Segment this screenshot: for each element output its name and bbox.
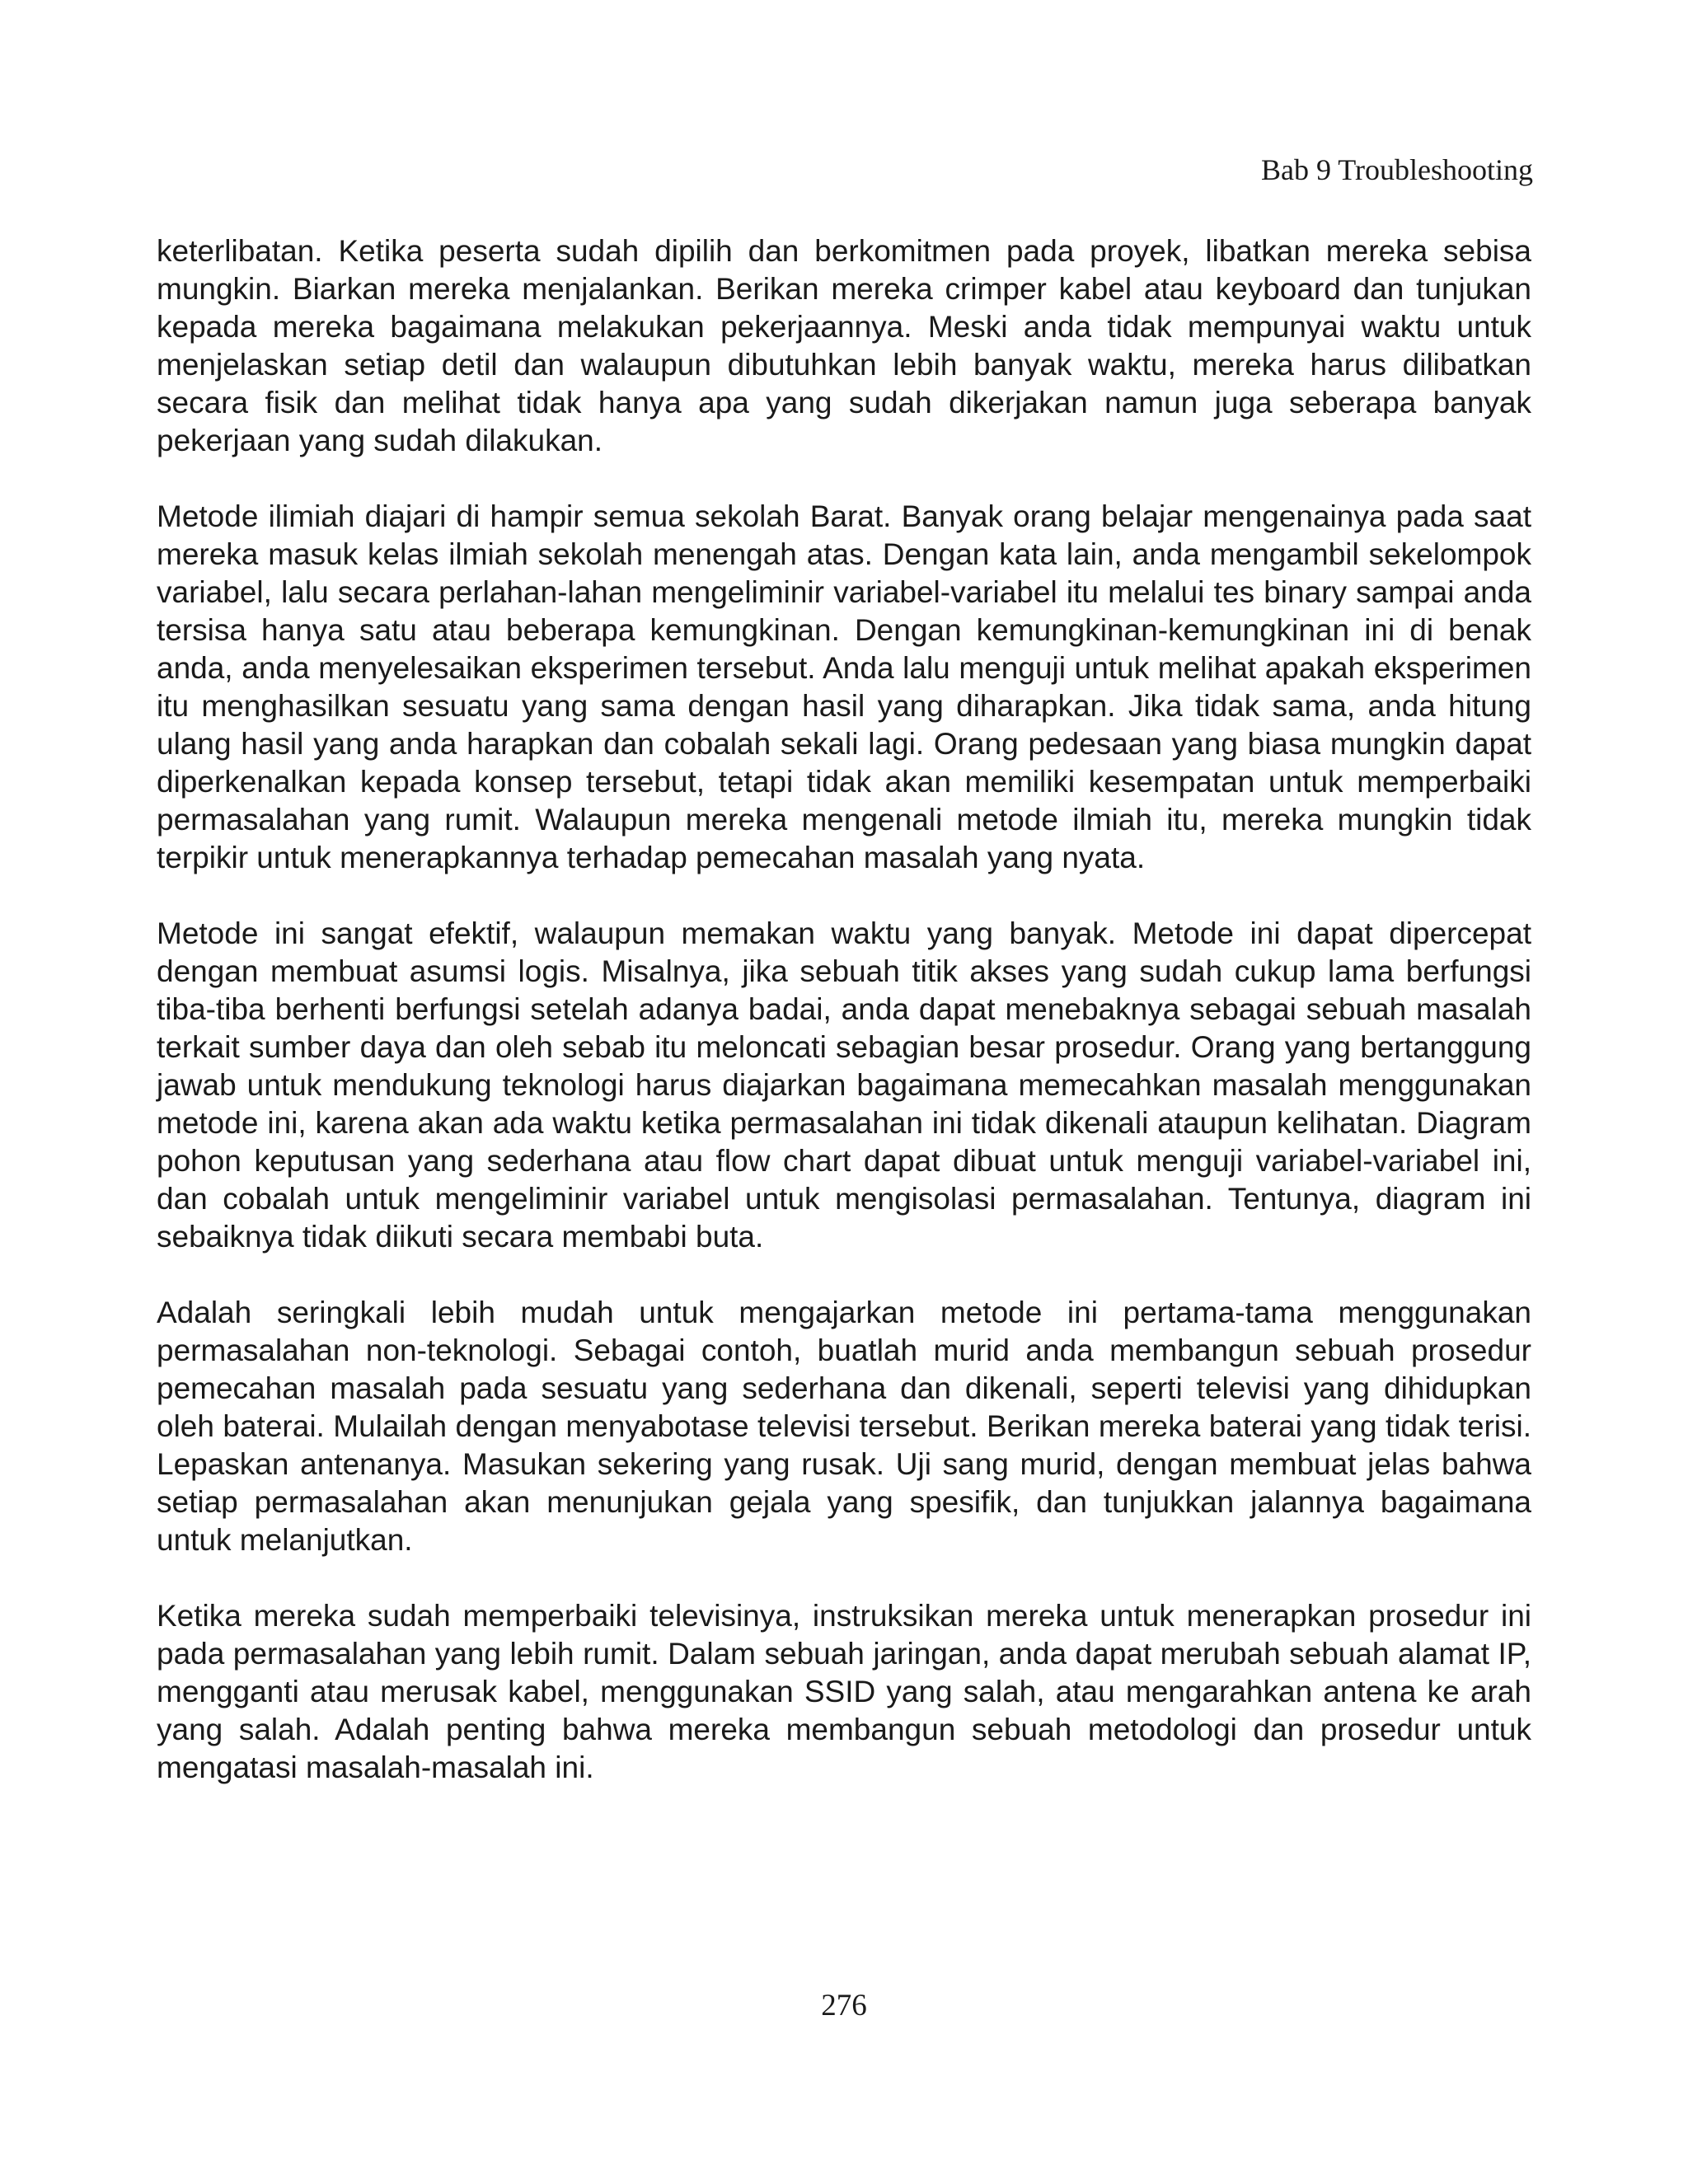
paragraph: keterlibatan. Ketika peserta sudah dipilih dan berkomitmen pada proyek, libatkan mereka sebisa mungkin. Biarkan mereka menjalankan. Berikan mereka crimper kabel atau keyboard dan tunjukan kepada mereka bagaimana melakukan pekerjaannya. Meski anda tidak mempunyai waktu untuk menjelaskan setiap detil dan walaupun dibutuhkan lebih banyak waktu, mereka harus dilibatkan secara fisik dan melihat tidak hanya apa yang sudah dikerjakan namun juga seberapa banyak pekerjaan yang sudah dilakukan. bbox=[157, 234, 1531, 457]
paragraph: Adalah seringkali lebih mudah untuk mengajarkan metode ini pertama-tama menggunakan permasalahan non-teknologi. Sebagai contoh, buatlah murid anda membangun sebuah prosedur pemecahan masalah pada sesuatu yang sederhana dan dikenali, seperti televisi yang dihidupkan oleh baterai. Mulailah dengan menyabotase televisi tersebut. Berikan mereka baterai yang tidak terisi. Lepaskan antenanya. Masukan sekering yang rusak. Uji sang murid, dengan membuat jelas bahwa setiap permasalahan akan menunjukan gejala yang spesifik, dan tunjukkan jalannya bagaimana untuk melanjutkan. bbox=[157, 1296, 1531, 1557]
paragraph: Metode ini sangat efektif, walaupun memakan waktu yang banyak. Metode ini dapat dipercepat dengan membuat asumsi logis. Misalnya, jika sebuah titik akses yang sudah cukup lama berfungsi tiba-tiba berhenti berfungsi setelah adanya badai, anda dapat menebaknya sebagai sebuah masalah terkait sumber daya dan oleh sebab itu meloncati sebagian besar prosedur. Orang yang bertanggung jawab untuk mendukung teknologi harus diajarkan bagaimana memecahkan masalah menggunakan metode ini, karena akan ada waktu ketika permasalahan ini tidak dikenali ataupun kelihatan. Diagram pohon keputusan yang sederhana atau flow chart dapat dibuat untuk menguji variabel-variabel ini, dan cobalah untuk mengeliminir variabel untuk mengisolasi permasalahan. Tentunya, diagram ini sebaiknya tidak diikuti secara membabi buta. bbox=[157, 916, 1531, 1254]
paragraph: Ketika mereka sudah memperbaiki televisinya, instruksikan mereka untuk menerapkan prosedur ini pada permasalahan yang lebih rumit. Dalam sebuah jaringan, anda dapat merubah sebuah alamat IP, mengganti atau merusak kabel, menggunakan SSID yang salah, atau mengarahkan antena ke arah yang salah. Adalah penting bahwa mereka membangun sebuah metodologi dan prosedur untuk mengatasi masalah-masalah ini. bbox=[157, 1599, 1531, 1784]
paragraph: Metode ilimiah diajari di hampir semua sekolah Barat. Banyak orang belajar mengenainya pada saat mereka masuk kelas ilmiah sekolah menengah atas. Dengan kata lain, anda mengambil sekelompok variabel, lalu secara perlahan-lahan mengeliminir variabel-variabel itu melalui tes binary sampai anda tersisa hanya satu atau beberapa kemungkinan. Dengan kemungkinan-kemungkinan ini di benak anda, anda menyelesaikan eksperimen tersebut. Anda lalu menguji untuk melihat apakah eksperimen itu menghasilkan sesuatu yang sama dengan hasil yang diharapkan. Jika tidak sama, anda hitung ulang hasil yang anda harapkan dan cobalah sekali lagi. Orang pedesaan yang biasa mungkin dapat diperkenalkan kepada konsep tersebut, tetapi tidak akan memiliki kesempatan untuk memperbaiki permasalahan yang rumit. Walaupun mereka mengenali metode ilmiah itu, mereka mungkin tidak terpikir untuk menerapkannya terhadap pemecahan masalah yang nyata. bbox=[157, 499, 1531, 874]
page-number: 276 bbox=[821, 1989, 867, 2022]
running-header: Bab 9 Troubleshooting bbox=[1260, 153, 1533, 186]
body-text bbox=[157, 232, 1531, 1787]
